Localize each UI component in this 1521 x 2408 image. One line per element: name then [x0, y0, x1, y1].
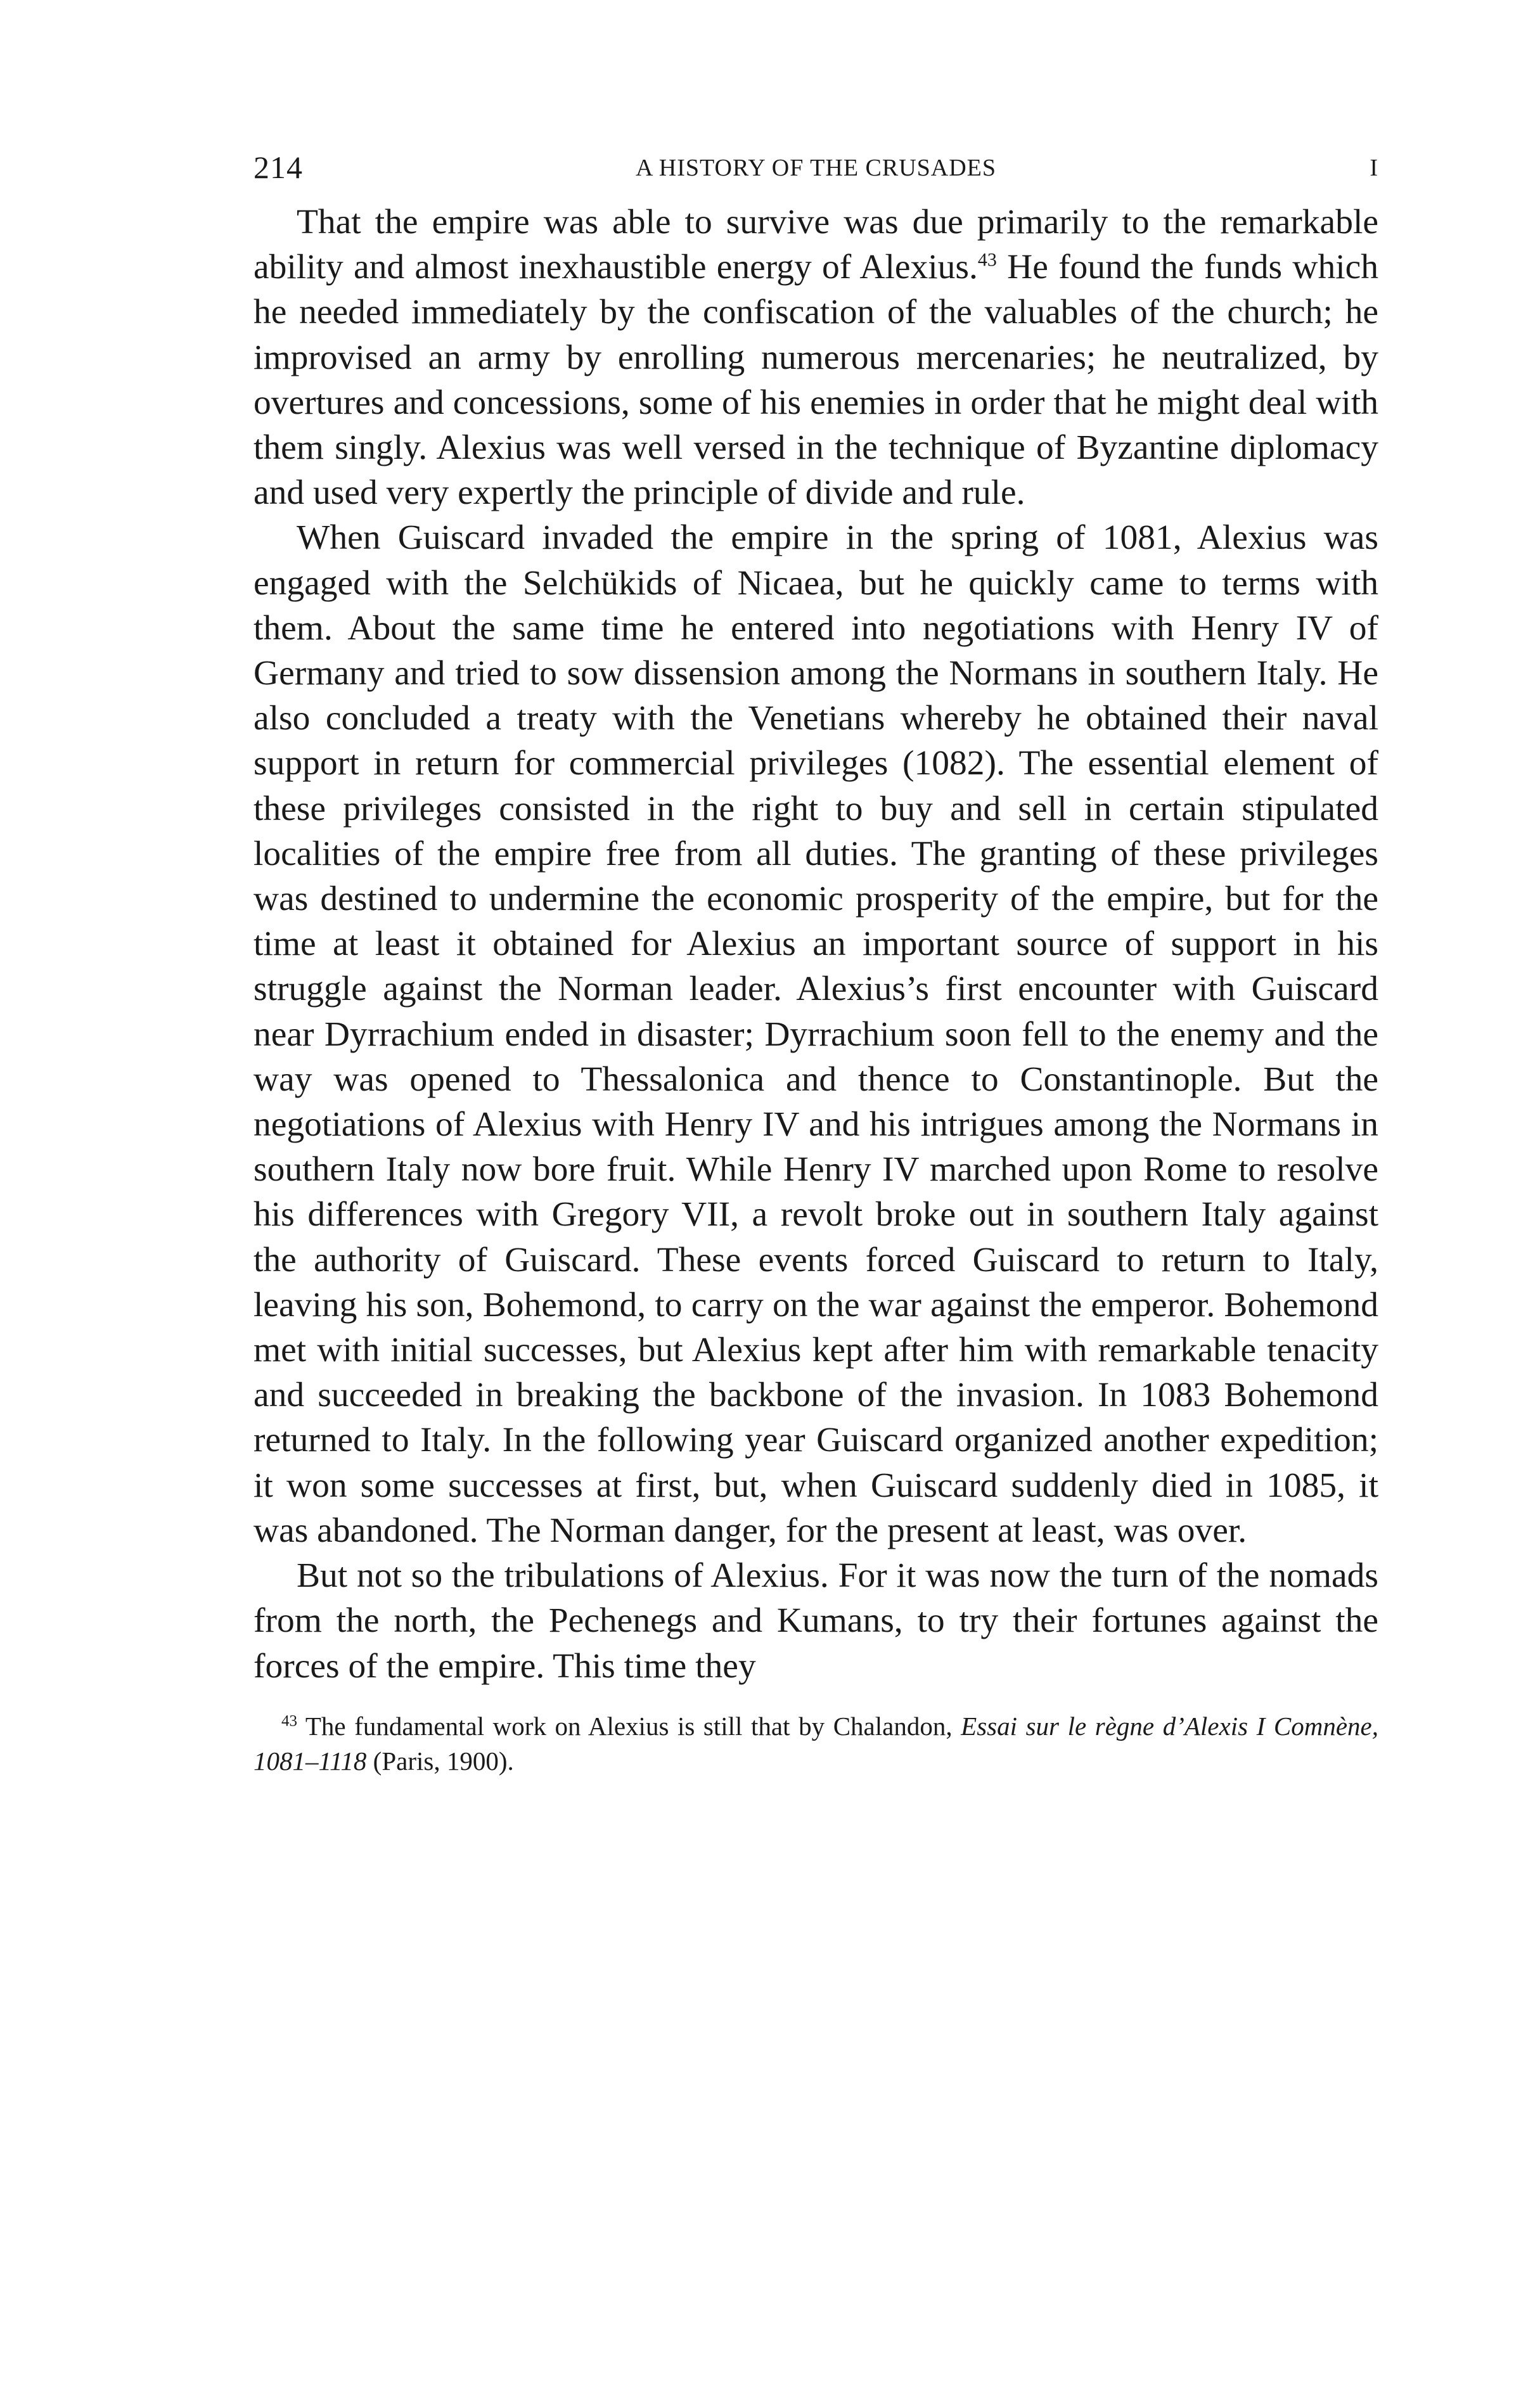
footnote-book-title: Essai sur le règne d’Alexis I Comnène, 1081–1118 [254, 1711, 1378, 1776]
running-head [254, 149, 1378, 200]
paragraph-text: He found the funds which he needed immediately by the confiscation of the valuables of the church; he improvised an army by enrolling numerous mercenaries; he neutralized, by overtures and concessions, some of his enemies in order that he might deal with them singly. Alexius was well versed in the technique of Byzantine diplomacy and used very expertly the principle of divide and rule. [254, 248, 1378, 513]
footnote-reference[interactable]: 43 [977, 249, 997, 271]
paragraph [254, 200, 1378, 515]
book-page [254, 149, 1378, 1779]
footnote-number: 43 [281, 1712, 297, 1730]
paragraph: But not so the tribulations of Alexius. For it was now the turn of the nomads from the north, the Pechenegs and Kumans, to try their fortunes against the forces of the empire. This time they [254, 1556, 1378, 1686]
running-title: A HISTORY OF THE CRUSADES [635, 155, 997, 181]
footnote [254, 1709, 1378, 1779]
paragraph: When Guiscard invaded the empire in the spring of 1081, Alexius was engaged with the Selchükids of Nicaea, but he quickly came to terms with them. About the same time he entered into negotiations with Henry IV of Germany and tried to sow dissension among the Normans in southern Italy. He also concluded a treaty with the Venetians whereby he obtained their naval support in return for commercial privileges (1082). The essential element of these privileges consisted in the right to buy and sell in certain stipulated localities of the empire free from all duties. The granting of these privileges was destined to undermine the economic prosperity of the empire, but for the time at least it obtained for Alexius an important source of support in his struggle against the Norman leader. Alexius’s first encounter with Guiscard near Dyrrachium ended in disaster; Dyrrachium soon fell to the enemy and the way was opened to Thessalonica and thence to Constantinople. But the negotiations of Alexius with Henry IV and his intrigues among the Normans in southern Italy now bore fruit. While Henry IV marched upon Rome to resolve his differences with Gregory VII, a revolt broke out in southern Italy against the authority of Guiscard. These events forced Guiscard to return to Italy, leaving his son, Bohemond, to carry on the war against the emperor. Bohemond met with initial successes, but Alexius kept after him with remarkable tenacity and succeeded in breaking the backbone of the invasion. In 1083 Bohemond returned to Italy. In the following year Guiscard organized another expedition; it won some successes at first, but, when Guiscard suddenly died in 1085, it was abandoned. The Norman danger, for the present at least, was over. [254, 518, 1378, 1550]
paragraph-text: That the empire was able to survive was due primarily to the remarkable ability and almost inexhaustible energy of Alexius. [254, 203, 1378, 287]
footnote-text: (Paris, 1900). [366, 1746, 514, 1776]
body-text [254, 200, 1378, 1689]
footnote-text: The fundamental work on Alexius is still that by Chalandon, [297, 1711, 961, 1741]
page-number: 214 [254, 150, 303, 185]
volume-number: I [1370, 155, 1378, 181]
